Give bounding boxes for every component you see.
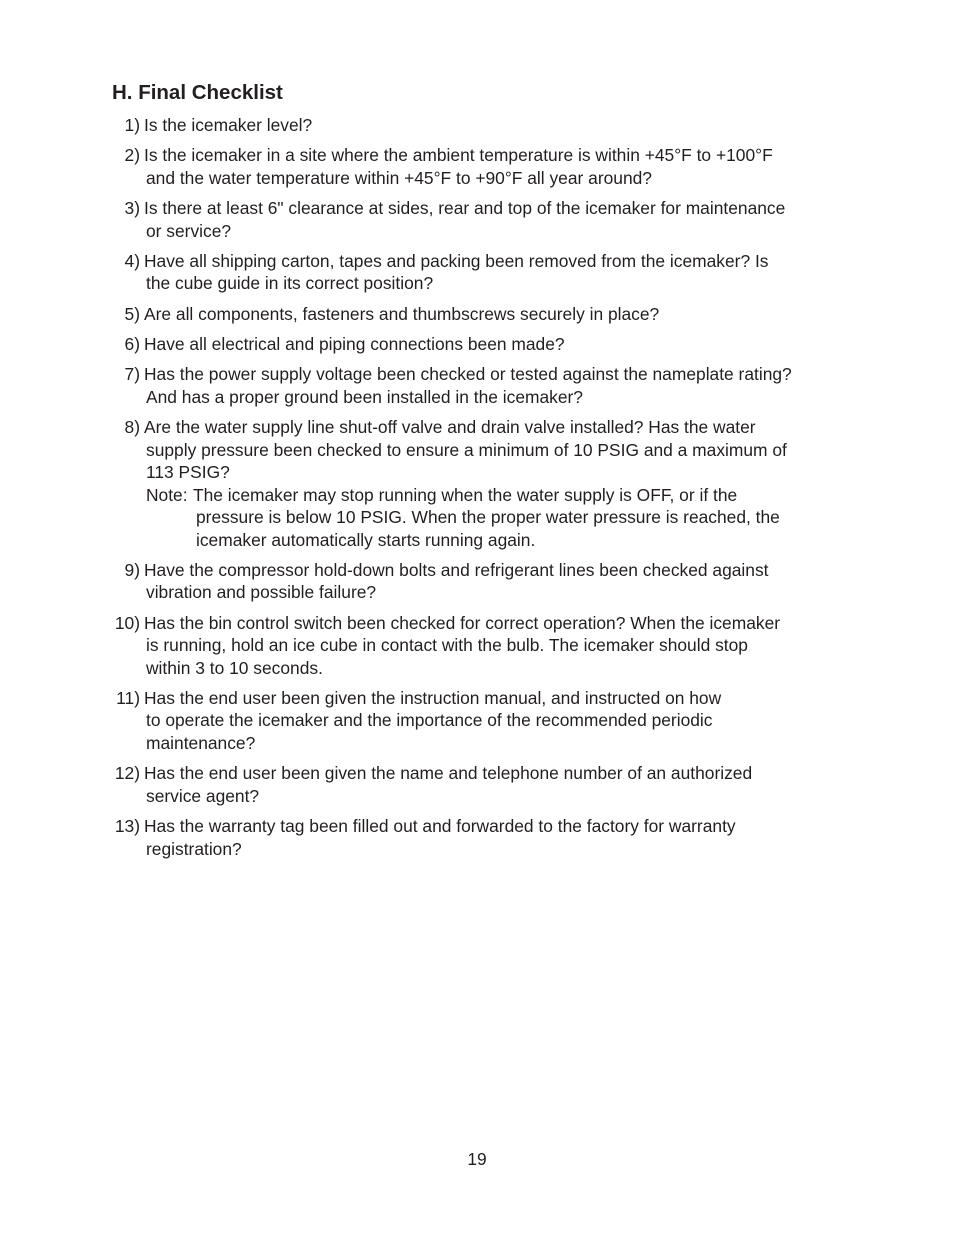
item-text-line: Has the bin control switch been checked for correct operation? When the icemaker [144,612,781,633]
item-text-line: Have all electrical and piping connections been made? [144,333,565,354]
item-text-line: Are all components, fasteners and thumbscrews securely in place? [144,303,660,324]
page-number: 19 [467,1149,487,1169]
note-text-line: The icemaker may stop running when the water supply is OFF, or if the [193,484,738,505]
item-number: 7) [124,364,140,385]
item-text-line: Has the end user been given the name and telephone number of an authorized [144,763,753,784]
checklist-item [0,363,954,408]
item-number: 9) [124,559,140,580]
item-text-line: maintenance? [146,732,256,753]
item-text-line: Have the compressor hold-down bolts and refrigerant lines been checked against [144,559,769,580]
item-text-line: 113 PSIG? [146,462,230,483]
item-text [146,762,846,807]
note-text-line: icemaker automatically starts running again. [196,529,536,550]
item-text [146,250,846,295]
item-text-line: the cube guide in its correct position? [146,273,434,294]
checklist-item [0,144,954,189]
item-number: 10) [114,612,140,633]
section-heading: H. Final Checklist [112,81,283,104]
item-text [146,114,846,137]
item-text [146,197,846,242]
item-text [146,303,846,326]
item-number: 12) [114,763,140,784]
checklist-item [0,687,954,755]
item-text-line: registration? [146,838,242,859]
item-text-line: Has the end user been given the instruction manual, and instructed on how [144,687,722,708]
item-text-line: service agent? [146,785,260,806]
item-text-line: Has the power supply voltage been checked or tested against the nameplate rating? [144,364,792,385]
item-text [146,416,846,484]
item-text-line: Have all shipping carton, tapes and packing been removed from the icemaker? Is [144,250,769,271]
checklist-item [0,303,954,326]
item-number: 13) [114,816,140,837]
item-text [146,612,846,680]
item-text-line: Is there at least 6" clearance at sides, rear and top of the icemaker for maintenance [144,198,786,219]
item-text-line: Is the icemaker level? [144,115,313,135]
item-number: 8) [124,417,140,438]
checklist-item [0,197,954,242]
checklist-item [0,333,954,356]
checklist-item [0,416,954,551]
item-text-line: Are the water supply line shut-off valve and drain valve installed? Has the water [144,417,756,438]
item-text-line: within 3 to 10 seconds. [146,657,323,678]
item-text [146,687,846,755]
checklist-item [0,815,954,860]
item-text [146,333,846,356]
item-text-line: and the water temperature within +45°F to +90°F all year around? [146,167,652,188]
note-text-line: pressure is below 10 PSIG. When the proper water pressure is reached, the [196,507,780,528]
item-text-line: Is the icemaker in a site where the ambient temperature is within +45°F to +100°F [144,145,773,166]
item-number: 2) [124,145,140,166]
item-number: 4) [124,250,140,271]
checklist-item [0,250,954,295]
item-text-line: vibration and possible failure? [146,582,377,603]
item-text-line: to operate the icemaker and the importance of the recommended periodic [146,710,713,731]
item-text [146,144,846,189]
item-text-line: And has a proper ground been installed in the icemaker? [146,386,583,407]
checklist-item [0,762,954,807]
checklist-item [0,612,954,680]
item-note [146,484,846,552]
note-label: Note: [146,484,188,505]
item-number: 3) [124,198,140,219]
item-text [146,363,846,408]
checklist-item [0,114,954,137]
note-text [193,484,846,552]
item-text [146,559,846,604]
item-number: 1) [124,115,140,135]
item-number: 11) [116,687,140,708]
item-number: 6) [124,333,140,354]
checklist [0,114,954,868]
checklist-item [0,559,954,604]
item-text-line: supply pressure been checked to ensure a minimum of 10 PSIG and a maximum of [146,439,787,460]
item-text-line: Has the warranty tag been filled out and forwarded to the factory for warranty [144,816,736,837]
item-text [146,815,846,860]
item-text-line: is running, hold an ice cube in contact with the bulb. The icemaker should stop [146,635,748,656]
item-text-line: or service? [146,220,232,241]
item-number: 5) [124,303,140,324]
